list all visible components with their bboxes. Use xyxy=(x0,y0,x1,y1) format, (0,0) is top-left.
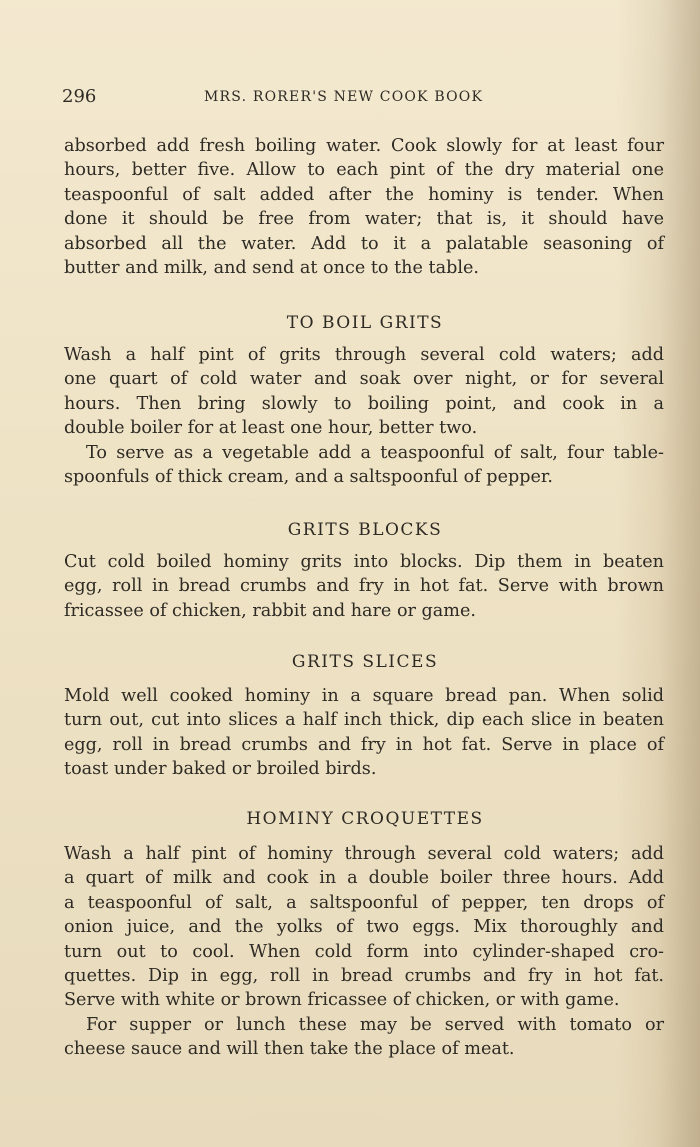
text-line: quettes. Dip in egg, roll in bread crumbs and fry in hot fat. xyxy=(64,965,664,986)
text-line: turn out, cut into slices a half inch thick, dip each slice in beaten xyxy=(64,710,664,731)
text-line: To serve as a vegetable add a teaspoonful of salt, four table- xyxy=(86,442,664,463)
recipe-body-to-boil-grits xyxy=(64,343,664,489)
text-line: a teaspoonful of salt, a saltspoonful of pepper, ten drops of xyxy=(64,892,664,913)
recipe-heading-hominy-croquettes: HOMINY CROQUETTES xyxy=(246,809,484,829)
recipe-body-grits-blocks xyxy=(64,550,664,623)
text-line: Wash a half pint of grits through several cold waters; add xyxy=(64,345,664,365)
text-line: egg, roll in bread crumbs and fry in hot fat. Serve in place of xyxy=(64,734,664,755)
recipe-body-grits-slices xyxy=(64,684,664,782)
recipe-body-hominy-croquettes xyxy=(64,842,664,1062)
text-line: cheese sauce and will then take the place of meat. xyxy=(64,1039,515,1060)
text-line: done it should be free from water; that is, it should have xyxy=(64,209,664,230)
text-line: fricassee of chicken, rabbit and hare or game. xyxy=(64,600,476,621)
text-line: a quart of milk and cook in a double boiler three hours. Add xyxy=(64,868,664,889)
text-line: turn out to cool. When cold form into cylinder-shaped cro- xyxy=(64,941,664,962)
text-line: egg, roll in bread crumbs and fry in hot fat. Serve with brown xyxy=(64,576,664,597)
text-line: absorbed add fresh boiling water. Cook slowly for at least four xyxy=(64,136,664,156)
text-line: Cut cold boiled hominy grits into blocks. Dip them in beaten xyxy=(64,552,664,572)
text-line: Mold well cooked hominy in a square bread pan. When solid xyxy=(64,686,664,706)
text-line: For supper or lunch these may be served with tomato or xyxy=(86,1014,664,1035)
text-line: double boiler for at least one hour, better two. xyxy=(64,418,478,439)
recipe-heading-grits-slices: GRITS SLICES xyxy=(291,652,439,672)
recipe-heading-to-boil-grits: TO BOIL GRITS xyxy=(286,313,444,333)
text-line: onion juice, and the yolks of two eggs. Mix thoroughly and xyxy=(64,917,664,938)
text-line: hours, better five. Allow to each pint of the dry material one xyxy=(64,160,664,181)
intro-paragraph xyxy=(64,134,664,280)
text-line: teaspoonful of salt added after the hominy is tender. When xyxy=(64,184,664,205)
text-line: Wash a half pint of hominy through several cold waters; add xyxy=(64,844,664,864)
text-line: butter and milk, and send at once to the table. xyxy=(64,257,479,278)
text-line: toast under baked or broiled birds. xyxy=(64,759,377,780)
text-line: absorbed all the water. Add to it a palatable seasoning of xyxy=(64,233,664,254)
text-line: hours. Then bring slowly to boiling point, and cook in a xyxy=(64,393,664,414)
text-line: Serve with white or brown fricassee of chicken, or with game. xyxy=(64,990,620,1011)
recipe-heading-grits-blocks: GRITS BLOCKS xyxy=(287,520,443,540)
text-line: spoonfuls of thick cream, and a saltspoonful of pepper. xyxy=(64,466,553,487)
text-line: one quart of cold water and soak over night, or for several xyxy=(64,369,664,390)
page-header xyxy=(62,86,662,114)
page-number: 296 xyxy=(62,86,97,107)
running-head: MRS. RORER'S NEW COOK BOOK xyxy=(204,89,484,105)
